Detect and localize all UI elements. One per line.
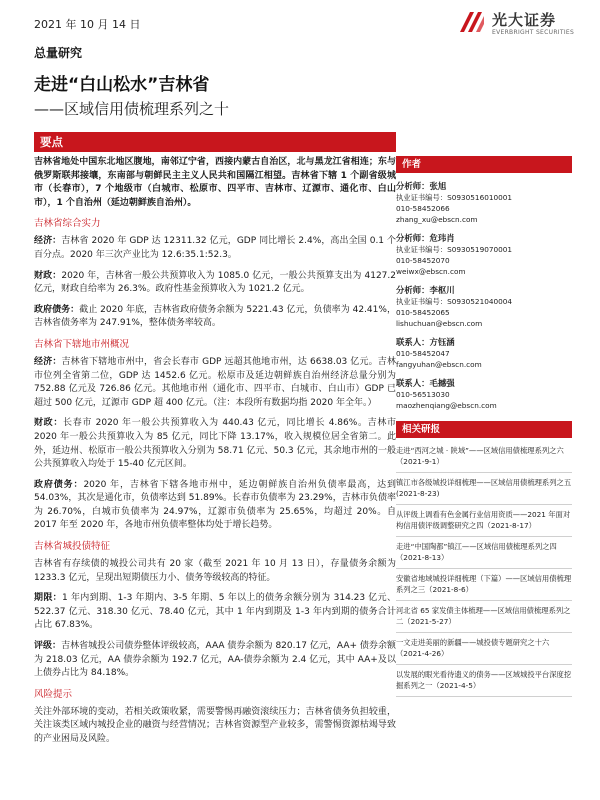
section-paragraph: [34, 356, 396, 410]
analyst-email[interactable]: lishuchuan@ebscn.com: [396, 319, 483, 328]
paragraph-text: 吉林省 2020 年 GDP 达 12311.32 亿元，GDP 同比增长 2.4%，高出全国 0.1 个百分点。2020 年三次产业比为 12.6:35.1:52.3。: [34, 236, 396, 260]
key-points-bar: 要点: [34, 132, 396, 152]
sections: [34, 217, 396, 746]
section-heading: 风险提示: [34, 688, 73, 700]
analyst-name: 分析师：张旭: [396, 181, 447, 191]
paragraph-text: 吉林省城投公司债券整体评级较高，AAA 债券余额为 820.17 亿元，AA+ 债券余额为 218.03 亿元，AA 债券余额为 192.7 亿元，AA-债券余额为 2.4 亿元，其中 AA+及以上债券占比为 84.18%。: [34, 641, 396, 679]
authors-heading: 作者: [396, 156, 572, 173]
section-paragraph: [34, 479, 396, 533]
related-report-link[interactable]: 安徽省地域城投详细梳理（下篇）——区域信用债梳理系列之三（2021-8-6）: [396, 574, 572, 601]
section-paragraph: [34, 270, 396, 297]
related-report-link[interactable]: 以发展的眼光看待遗义的债务——区域城投平台深度挖掘系列之一（2021-4-5）: [396, 670, 572, 697]
analyst-name: 分析师：李枢川: [396, 285, 455, 295]
section-paragraph: [34, 304, 396, 331]
analyst-card: [396, 181, 572, 225]
section-heading: 吉林省下辖地市州概况: [34, 338, 130, 350]
analyst-phone: 010-58452047: [396, 349, 450, 358]
analyst-name: 联系人：方钰涵: [396, 337, 455, 347]
section-paragraph: [34, 417, 396, 471]
analyst-email[interactable]: fangyuhan@ebscn.com: [396, 360, 482, 369]
related-reports: [396, 446, 572, 697]
related-report-link[interactable]: 河北省 65 家发债主体梳理——区域信用债梳理系列之二（2021-5-27）: [396, 606, 572, 633]
analyst-name: 联系人：毛撼强: [396, 378, 455, 388]
related-heading: 相关研报: [396, 421, 572, 438]
paragraph-text: 截止 2020 年底，吉林省政府债务余额为 5221.43 亿元，负债率为 42.41%，吉林省债务率为 247.91%，整体债务率较高。: [34, 304, 396, 329]
paragraph-lead: 期限：: [34, 593, 63, 604]
analyst-email[interactable]: maozhenqiang@ebscn.com: [396, 401, 497, 410]
section-paragraph: [34, 558, 396, 585]
related-report-link[interactable]: 从评级上调看有色金属行业信用资质——2021 年面对构信用债评级调整研究之四（2021-8-17）: [396, 510, 572, 537]
analyst-cert: 执业证书编号：S0930519070001: [396, 245, 513, 254]
analyst-name: 分析师：危玮肖: [396, 233, 455, 243]
everbright-logo-icon: [456, 6, 488, 38]
related-report-link[interactable]: 走进“西河之城 · 陕域”——区域信用债梳理系列之六（2021-9-1）: [396, 446, 572, 473]
analyst-phone: 010-58452066: [396, 204, 450, 213]
report-date: 2021 年 10 月 14 日: [34, 18, 141, 31]
related-report-link[interactable]: 一文走进美丽的新疆——城投债专题研究之十六（2021-4-26）: [396, 638, 572, 665]
analyst-card: [396, 378, 572, 411]
report-subtitle: ——区域信用债梳理系列之十: [34, 100, 230, 118]
sidebar: [396, 156, 572, 702]
paragraph-text: 1 年内到期、1-3 年期内、3-5 年期、5 年以上的债务余额分别为 314.23 亿元、522.37 亿元、318.30 亿元、78.40 亿元，其中 1 年内到期及 1-3 年内到期的债务合计占比 67.83%。: [34, 593, 396, 631]
section-heading: 吉林省综合实力: [34, 218, 101, 230]
paragraph-text: 2020 年，吉林省一般公共预算收入为 1085.0 亿元，一般公共预算支出为 4127.2 亿元，财政自给率为 26.3%。政府性基金预算收入为 1021.2 亿元。: [34, 270, 396, 295]
analyst-email[interactable]: zhang_xu@ebscn.com: [396, 215, 478, 224]
report-title: 走进“白山松水”吉林省: [34, 75, 210, 95]
paragraph-lead: 评级：: [34, 641, 62, 652]
section-paragraph: [34, 592, 396, 633]
analyst-phone: 010-56513030: [396, 390, 450, 399]
report-category: 总量研究: [34, 46, 83, 60]
analyst-email[interactable]: weiwx@ebscn.com: [396, 267, 466, 276]
intro-paragraph: 吉林省地处中国东北地区腹地，南邻辽宁省，西接内蒙古自治区，北与黑龙江省相连；东与俄罗斯联邦接壤，东南部与朝鲜民主主义人民共和国隔江相望。吉林省下辖 1 个副省级城市（长春市），7 个地级市（白城市、松原市、四平市、吉林市、辽源市、通化市、白山市），1 个自治州（延边朝鲜族自治州）。: [34, 157, 396, 208]
analyst-card: [396, 337, 572, 370]
paragraph-text: 吉林省下辖地市州中，省会长春市 GDP 远超其他地市州，达 6638.03 亿元。吉林市位列全省第二位，GDP 达 1452.6 亿元。松原市及延边朝鲜族自治州经济总量分别为 752.88 亿元及 726.86 亿元。其他地市州（通化市、四平市、白城市、白山市）GDP 已超过 500 亿元，辽源市 GDP 超 400 亿元。（注：本段所有数据均指 2020 年全年。）: [34, 356, 396, 408]
section-paragraph: [34, 235, 396, 262]
analyst-cert: 执业证书编号：S0930521040004: [396, 297, 513, 306]
paragraph-text: 长春市 2020 年一般公共预算收入为 440.43 亿元，同比增长 4.86%。吉林市 2020 年一般公共预算收入为 85 亿元，同比下降 13.17%，收入规模位居全省第二。此外，延边州、松原市一般公共预算收入分别为 58.71 亿元、50.3 亿元，其余地市州的一般公共预算收入均处于 15-40 亿元区间。: [34, 418, 396, 470]
main-content: [34, 156, 396, 754]
logo-text-en: EVERBRIGHT SECURITIES: [492, 29, 575, 36]
brand-logo: [456, 6, 576, 40]
paragraph-lead: 经济：: [34, 236, 62, 247]
related-report-link[interactable]: 走进“中国陶都”镇江——区域信用债梳理系列之四（2021-8-13）: [396, 542, 572, 569]
section-heading: 吉林省城投债特征: [34, 541, 111, 553]
analyst-list: [396, 181, 572, 411]
paragraph-text: 2020 年，吉林省下辖各地市州中，延边朝鲜族自治州负债率最高，达到 54.03%，其次是通化市，负债率达到 51.89%。长春市负债率为 23.29%，吉林市负债率为 26.70%，白城市负债率为 24.97%，辽源市负债率为 25.65%，均超过 20%。自 2017 年至 2020 年，各地市州负债率整体均处于增长趋势。: [34, 479, 396, 531]
paragraph-lead: 财政：: [34, 270, 62, 281]
analyst-cert: 执业证书编号：S0930516010001: [396, 193, 513, 202]
paragraph-text: 吉林省有存续债的城投公司共有 20 家（截至 2021 年 10 月 13 日），存量债务余额为 1233.3 亿元，呈现出短期债压力小、债务等级较高的特征。: [34, 559, 396, 583]
analyst-phone: 010-58452070: [396, 256, 450, 265]
related-report-link[interactable]: 镇江市各级城投详细梳理——区域信用债梳理系列之五(2021-8-23): [396, 478, 572, 505]
analyst-card: [396, 285, 572, 329]
paragraph-text: 关注外部环境的变动，若相关政策收紧，需要警惕再融资滚续压力；吉林省债务负担较重，关注该类区域内城投企业的融资与经营情况；吉林省资源型产业较多，需警惕资源枯竭导致的产业困局及风险。: [34, 706, 396, 744]
logo-text-cn: 光大证券: [492, 11, 557, 29]
paragraph-lead: 政府债务：: [34, 304, 80, 315]
paragraph-lead: 经济：: [34, 356, 62, 367]
section-paragraph: [34, 640, 396, 681]
paragraph-lead: 财政：: [34, 418, 64, 429]
section-paragraph: [34, 706, 396, 747]
analyst-card: [396, 233, 572, 277]
analyst-phone: 010-58452065: [396, 308, 450, 317]
paragraph-lead: 政府债务：: [34, 479, 84, 490]
